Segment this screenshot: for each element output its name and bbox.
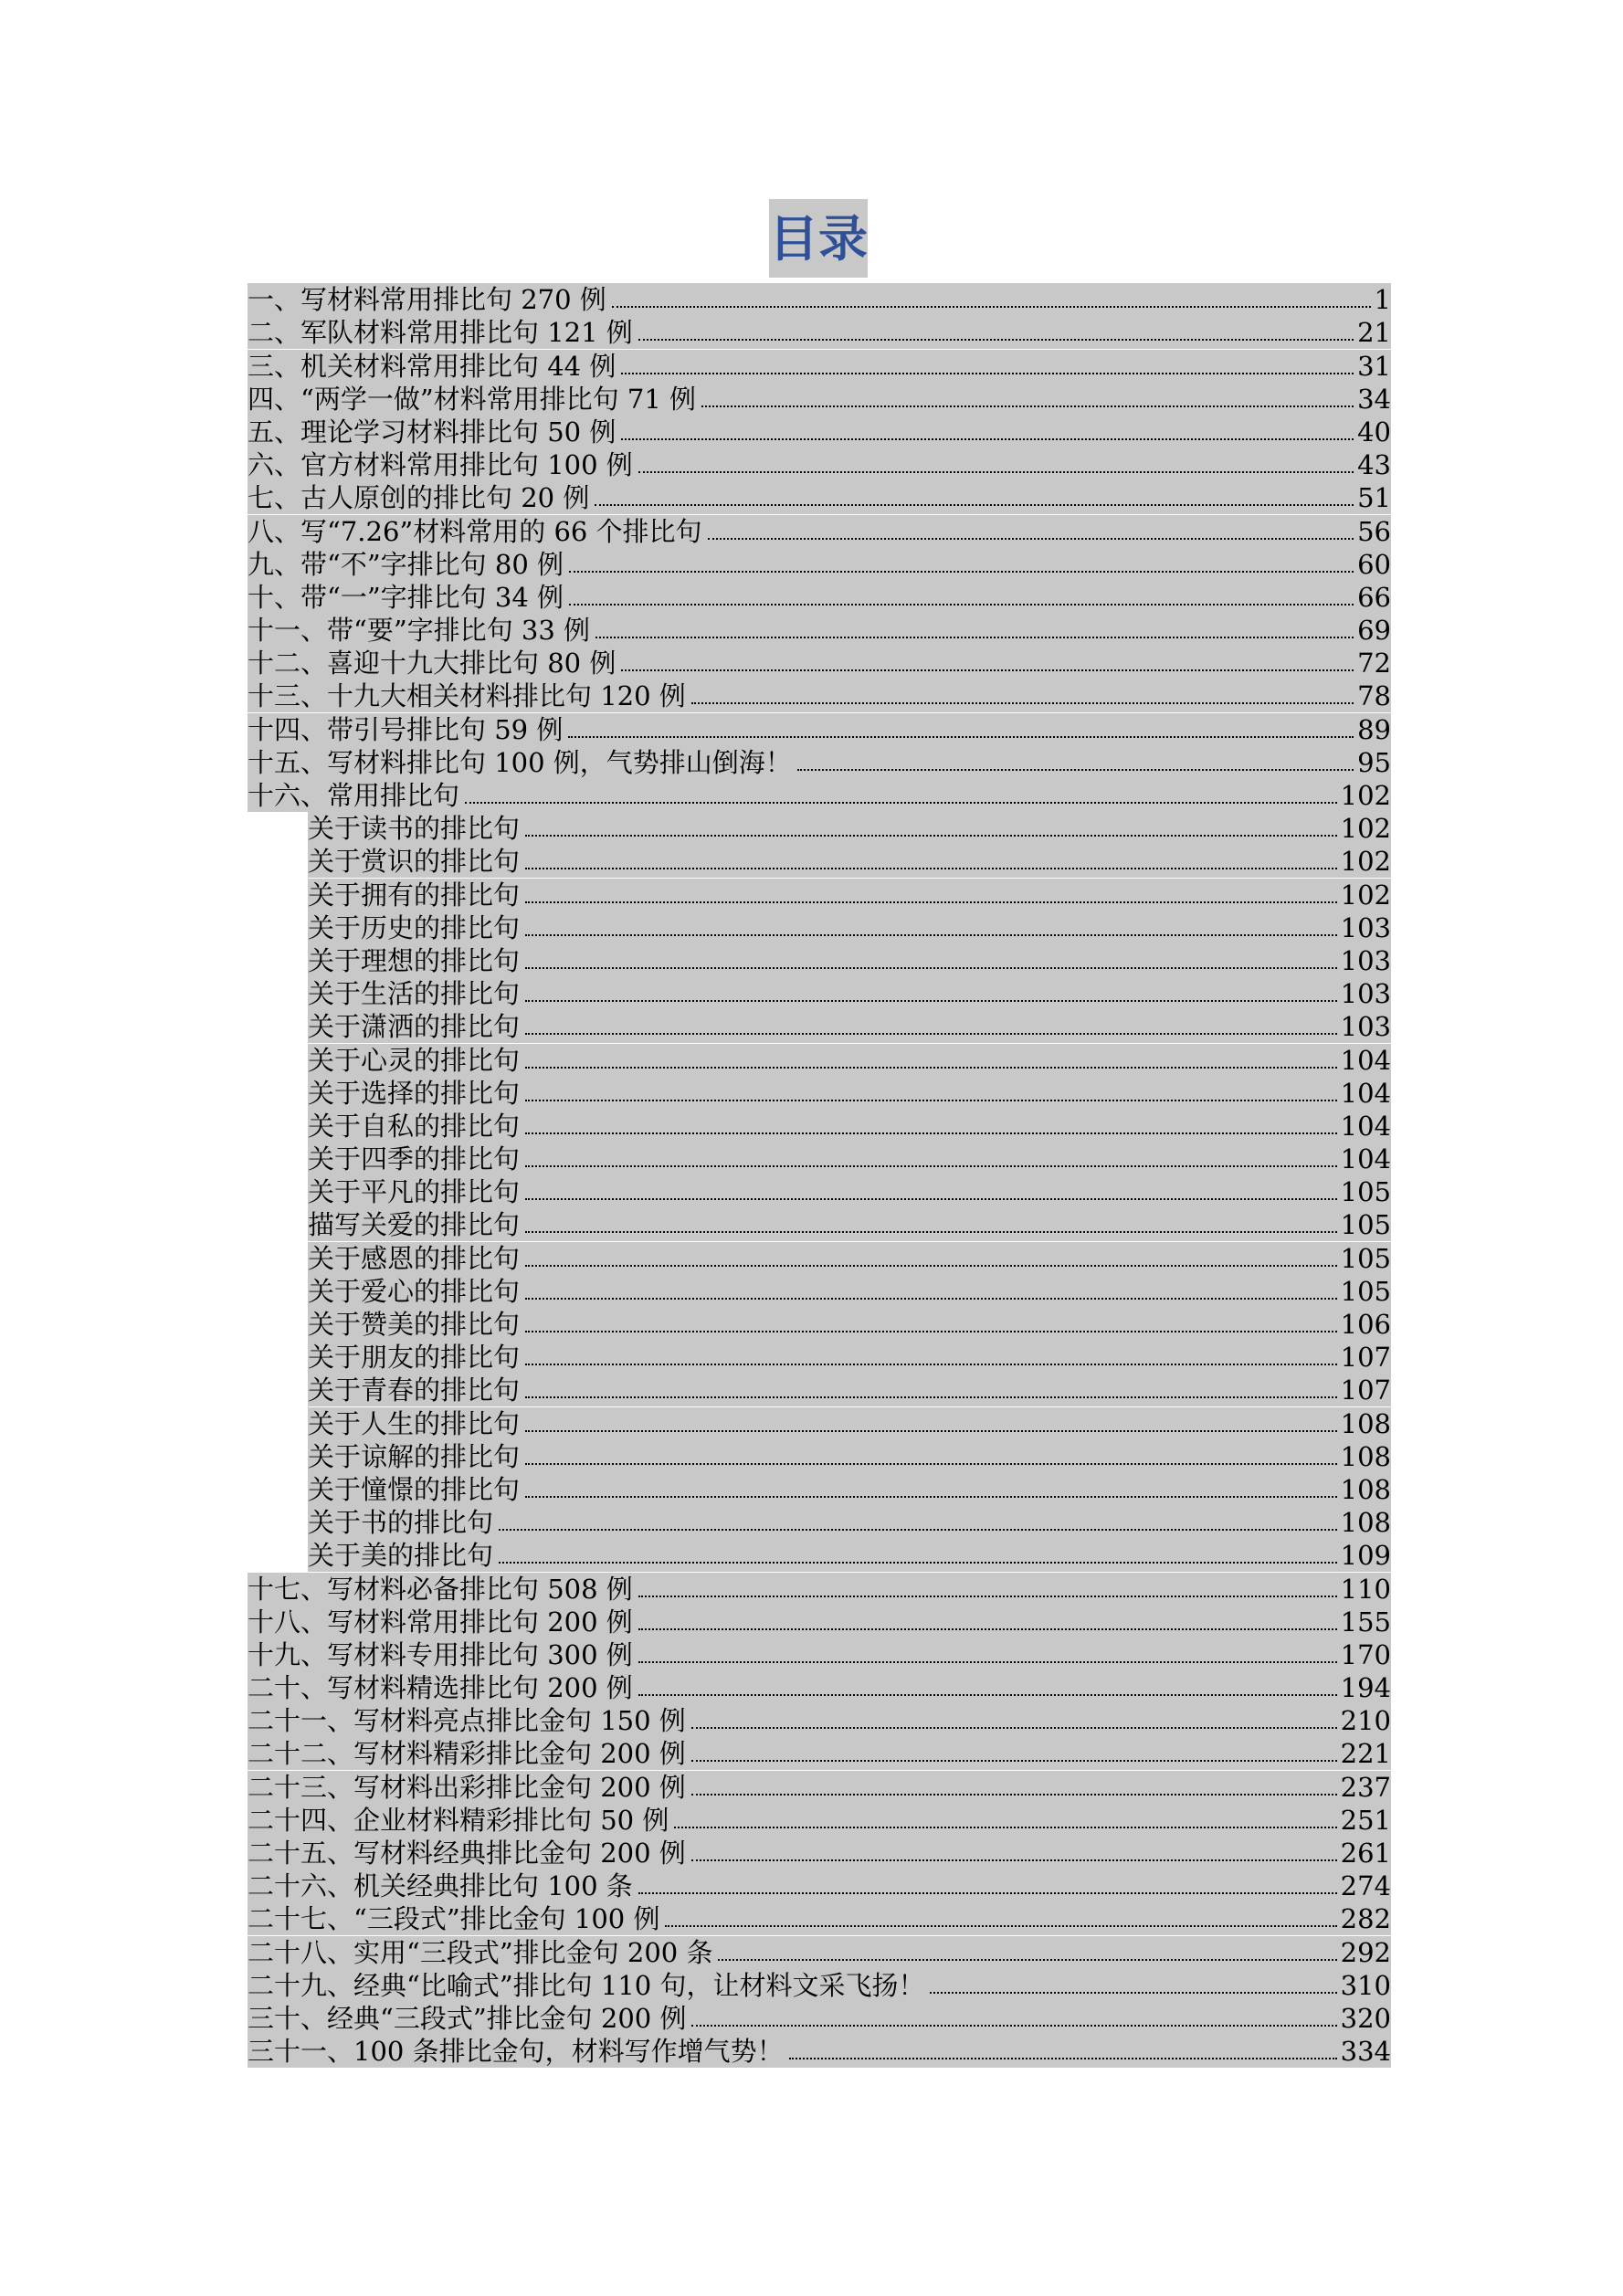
toc-entry-page-number: 261	[1340, 1838, 1391, 1869]
toc-entry-label: 三、机关材料常用排比句 44 例	[248, 350, 617, 382]
toc-entry-page-number: 155	[1340, 1606, 1391, 1638]
toc-subentry[interactable]	[248, 1043, 1391, 1076]
toc-subentry[interactable]	[248, 1539, 1391, 1572]
toc-entry-label: 六、官方材料常用排比句 100 例	[248, 449, 633, 481]
toc-entry-label: 关于潇洒的排比句	[308, 1011, 521, 1043]
toc-subentry[interactable]	[248, 1208, 1391, 1241]
toc-entry-page-number: 274	[1340, 1870, 1391, 1902]
toc-entry-page-number: 105	[1340, 1275, 1391, 1307]
toc-entry-label: 关于书的排比句	[308, 1507, 494, 1539]
toc-entry-label: 描写关爱的排比句	[308, 1209, 521, 1241]
toc-entry-page-number: 60	[1357, 548, 1391, 580]
dot-leader	[523, 1440, 1339, 1473]
toc-entry-page-number: 237	[1340, 1771, 1391, 1803]
toc-entry-page-number: 104	[1340, 1143, 1391, 1175]
toc-entry-label: 八、写“7.26”材料常用的 66 个排比句	[248, 515, 702, 547]
toc-entry-page-number: 109	[1340, 1540, 1391, 1572]
toc-entry-label: 关于自私的排比句	[308, 1110, 521, 1142]
toc-entry-label: 十一、带“要”字排比句 33 例	[248, 615, 590, 647]
dot-leader	[928, 1969, 1338, 2002]
toc-entry-highlight	[248, 515, 1391, 548]
toc-entry-page-number: 1	[1374, 284, 1391, 316]
toc-entry-highlight	[248, 316, 1391, 349]
toc-entry-highlight	[308, 812, 1391, 845]
dot-leader	[619, 350, 1355, 383]
toc-entry-page-number: 108	[1340, 1407, 1391, 1439]
toc-entry-page-number: 334	[1340, 2036, 1391, 2068]
dot-leader	[523, 1242, 1339, 1275]
dot-leader	[523, 977, 1339, 1010]
toc-title: 目录	[769, 199, 868, 278]
toc-entry[interactable]	[248, 448, 1391, 481]
toc-entry-label: 十九、写材料专用排比句 300 例	[248, 1638, 633, 1670]
toc-entry-page-number: 251	[1340, 1804, 1391, 1836]
table-of-contents	[248, 283, 1391, 2068]
dot-leader	[690, 1737, 1339, 1770]
toc-subentry[interactable]	[248, 1374, 1391, 1406]
toc-entry-highlight	[248, 2035, 1391, 2068]
toc-entry-page-number: 105	[1340, 1176, 1391, 1208]
dot-leader	[523, 1275, 1339, 1308]
toc-entry-highlight	[308, 1143, 1391, 1175]
toc-entry[interactable]	[248, 1837, 1391, 1869]
toc-subentry[interactable]	[248, 1440, 1391, 1473]
toc-entry[interactable]	[248, 383, 1391, 416]
toc-entry-highlight	[308, 1077, 1391, 1110]
toc-entry-highlight	[308, 1407, 1391, 1440]
toc-entry-highlight	[308, 977, 1391, 1010]
dot-leader	[523, 1374, 1339, 1406]
toc-entry-label: 关于朋友的排比句	[308, 1342, 521, 1374]
toc-entry-label: 十、带“一”字排比句 34 例	[248, 581, 564, 613]
toc-entry-page-number: 95	[1357, 746, 1391, 778]
dot-leader	[497, 1506, 1339, 1539]
toc-entry-highlight	[248, 581, 1391, 614]
dot-leader	[637, 1869, 1339, 1902]
toc-entry-page-number: 102	[1340, 879, 1391, 911]
toc-subentry[interactable]	[248, 1473, 1391, 1506]
toc-entry-highlight	[248, 350, 1391, 383]
toc-entry-label: 关于理想的排比句	[308, 944, 521, 976]
toc-entry-page-number: 104	[1340, 1077, 1391, 1109]
toc-entry-highlight	[308, 1440, 1391, 1473]
dot-leader	[523, 1010, 1339, 1043]
toc-entry[interactable]	[248, 416, 1391, 448]
toc-entry-page-number: 221	[1340, 1738, 1391, 1770]
toc-entry-highlight	[308, 1110, 1391, 1143]
toc-entry-label: 五、理论学习材料排比句 50 例	[248, 416, 617, 448]
toc-entry-page-number: 102	[1340, 846, 1391, 878]
toc-entry-highlight	[308, 944, 1391, 977]
toc-entry[interactable]	[248, 2035, 1391, 2068]
dot-leader	[690, 1771, 1339, 1804]
dot-leader	[567, 581, 1355, 614]
toc-entry-highlight	[248, 1969, 1391, 2002]
toc-entry-label: 关于平凡的排比句	[308, 1176, 521, 1208]
toc-entry-label: 关于四季的排比句	[308, 1143, 521, 1175]
toc-entry-highlight	[248, 283, 1391, 316]
toc-entry-page-number: 108	[1340, 1507, 1391, 1539]
toc-entry-page-number: 103	[1340, 944, 1391, 976]
dot-leader	[593, 481, 1355, 514]
toc-entry-page-number: 103	[1340, 1011, 1391, 1043]
toc-subentry[interactable]	[248, 1406, 1391, 1439]
toc-entry-label: 十五、写材料排比句 100 例，气势排山倒海！	[248, 746, 792, 778]
toc-entry[interactable]	[248, 1969, 1391, 2002]
toc-entry[interactable]	[248, 1737, 1391, 1770]
dot-leader	[637, 448, 1355, 481]
toc-entry-page-number: 43	[1357, 449, 1391, 481]
toc-entry-label: 二、军队材料常用排比句 121 例	[248, 317, 633, 349]
toc-entry-label: 关于憧憬的排比句	[308, 1473, 521, 1505]
toc-entry-page-number: 108	[1340, 1440, 1391, 1472]
dot-leader	[523, 911, 1339, 944]
toc-subentry[interactable]	[248, 911, 1391, 944]
dot-leader	[463, 779, 1339, 812]
toc-entry-highlight	[248, 1737, 1391, 1770]
toc-entry-page-number: 78	[1357, 680, 1391, 712]
toc-entry[interactable]	[248, 679, 1391, 712]
toc-entry-highlight	[248, 548, 1391, 581]
dot-leader	[523, 1341, 1339, 1374]
dot-leader	[619, 416, 1355, 448]
toc-subentry[interactable]	[248, 1110, 1391, 1143]
toc-entry-highlight	[248, 679, 1391, 712]
toc-entry-page-number: 170	[1340, 1638, 1391, 1670]
toc-entry-label: 关于美的排比句	[308, 1540, 494, 1572]
toc-entry-label: 十四、带引号排比句 59 例	[248, 713, 564, 745]
toc-entry-highlight	[308, 911, 1391, 944]
dot-leader	[663, 1902, 1338, 1935]
toc-entry[interactable]	[248, 614, 1391, 647]
toc-entry-label: 关于赞美的排比句	[308, 1309, 521, 1340]
toc-entry-page-number: 21	[1357, 317, 1391, 349]
toc-entry-page-number: 107	[1340, 1374, 1391, 1406]
toc-entry-highlight	[248, 647, 1391, 679]
toc-subentry[interactable]	[248, 845, 1391, 878]
toc-entry-label: 二十四、企业材料精彩排比句 50 例	[248, 1804, 669, 1836]
toc-entry-page-number: 104	[1340, 1110, 1391, 1142]
toc-entry[interactable]	[248, 746, 1391, 779]
toc-entry-label: 七、古人原创的排比句 20 例	[248, 482, 590, 514]
toc-entry-highlight	[308, 1208, 1391, 1241]
toc-entry-label: 二十一、写材料亮点排比金句 150 例	[248, 1705, 686, 1737]
toc-entry-page-number: 51	[1357, 482, 1391, 514]
dot-leader	[690, 679, 1355, 712]
toc-entry-label: 二十六、机关经典排比句 100 条	[248, 1870, 633, 1902]
toc-entry-page-number: 66	[1357, 581, 1391, 613]
toc-entry-label: 十六、常用排比句	[248, 780, 460, 811]
toc-entry-label: 二十九、经典“比喻式”排比句 110 句，让材料文采飞扬！	[248, 1969, 925, 2001]
dot-leader	[497, 1539, 1339, 1572]
toc-entry-page-number: 210	[1340, 1705, 1391, 1737]
toc-entry-label: 关于青春的排比句	[308, 1374, 521, 1406]
toc-entry-highlight	[248, 1771, 1391, 1804]
toc-entry-page-number: 310	[1340, 1969, 1391, 2001]
toc-subentry[interactable]	[248, 944, 1391, 977]
toc-entry-label: 三十一、100 条排比金句，材料写作增气势！	[248, 2036, 784, 2068]
toc-entry-page-number: 105	[1340, 1242, 1391, 1274]
toc-entry-label: 关于人生的排比句	[308, 1407, 521, 1439]
dot-leader	[523, 1208, 1339, 1241]
toc-subentry[interactable]	[248, 1506, 1391, 1539]
toc-entry[interactable]	[248, 349, 1391, 382]
toc-entry[interactable]	[248, 1770, 1391, 1803]
toc-entry-highlight	[248, 1837, 1391, 1869]
toc-subentry[interactable]	[248, 1010, 1391, 1043]
toc-entry-page-number: 320	[1340, 2002, 1391, 2034]
toc-entry-highlight	[308, 1175, 1391, 1208]
toc-entry-highlight	[308, 1275, 1391, 1308]
dot-leader	[523, 812, 1339, 845]
toc-entry-page-number: 72	[1357, 648, 1391, 679]
toc-entry-highlight	[248, 1638, 1391, 1671]
dot-leader	[690, 2002, 1338, 2035]
dot-leader	[619, 647, 1355, 679]
dot-leader	[523, 845, 1339, 878]
dot-leader	[523, 1407, 1339, 1440]
toc-entry-page-number: 110	[1340, 1573, 1391, 1605]
toc-subentry[interactable]	[248, 1341, 1391, 1374]
dot-leader	[523, 1473, 1339, 1506]
toc-entry-page-number: 56	[1357, 515, 1391, 547]
toc-entry[interactable]	[248, 1572, 1391, 1605]
toc-entry-highlight	[248, 448, 1391, 481]
toc-entry-page-number: 105	[1340, 1209, 1391, 1241]
toc-entry-page-number: 106	[1340, 1309, 1391, 1340]
toc-entry-highlight	[248, 614, 1391, 647]
dot-leader	[523, 1175, 1339, 1208]
dot-leader	[523, 1077, 1339, 1110]
toc-entry[interactable]	[248, 548, 1391, 581]
toc-entry-highlight	[248, 1606, 1391, 1638]
toc-entry-highlight	[308, 1506, 1391, 1539]
toc-entry-highlight	[248, 1804, 1391, 1837]
toc-entry-highlight	[248, 1902, 1391, 1935]
toc-entry[interactable]	[248, 1606, 1391, 1638]
toc-entry-page-number: 89	[1357, 713, 1391, 745]
toc-entry-highlight	[248, 481, 1391, 514]
toc-entry[interactable]	[248, 1638, 1391, 1671]
toc-entry-page-number: 292	[1340, 1936, 1391, 1968]
toc-subentry[interactable]	[248, 1308, 1391, 1341]
dot-leader	[610, 283, 1373, 316]
toc-entry[interactable]	[248, 316, 1391, 349]
toc-subentry[interactable]	[248, 1143, 1391, 1175]
toc-entry-highlight	[248, 779, 1391, 812]
toc-entry-highlight	[308, 879, 1391, 911]
dot-leader	[700, 383, 1355, 416]
toc-entry-highlight	[308, 1341, 1391, 1374]
toc-entry-page-number: 69	[1357, 615, 1391, 647]
toc-entry-label: 十八、写材料常用排比句 200 例	[248, 1606, 633, 1638]
toc-entry-highlight	[248, 1869, 1391, 1902]
toc-subentry[interactable]	[248, 1077, 1391, 1110]
dot-leader	[637, 316, 1355, 349]
toc-subentry[interactable]	[248, 1241, 1391, 1274]
toc-entry-highlight	[308, 1308, 1391, 1341]
toc-entry-label: 九、带“不”字排比句 80 例	[248, 548, 564, 580]
toc-entry-label: 二十二、写材料精彩排比金句 200 例	[248, 1738, 686, 1770]
toc-entry-label: 四、“两学一做”材料常用排比句 71 例	[248, 383, 696, 415]
toc-entry-label: 关于谅解的排比句	[308, 1440, 521, 1472]
toc-entry[interactable]	[248, 1671, 1391, 1704]
toc-entry-highlight	[248, 1671, 1391, 1704]
toc-entry-label: 十三、十九大相关材料排比句 120 例	[248, 680, 686, 712]
toc-entry-page-number: 103	[1340, 978, 1391, 1010]
toc-entry-page-number: 34	[1357, 383, 1391, 415]
toc-entry-highlight	[308, 845, 1391, 878]
dot-leader	[672, 1804, 1338, 1837]
toc-entry[interactable]	[248, 647, 1391, 679]
toc-entry-highlight	[248, 713, 1391, 746]
toc-entry-page-number: 108	[1340, 1473, 1391, 1505]
toc-entry-highlight	[308, 1044, 1391, 1077]
toc-entry-highlight	[248, 1704, 1391, 1737]
toc-entry-label: 关于选择的排比句	[308, 1077, 521, 1109]
dot-leader	[787, 2035, 1339, 2068]
toc-entry-highlight	[248, 1936, 1391, 1969]
toc-entry-highlight	[248, 1573, 1391, 1606]
toc-entry[interactable]	[248, 283, 1391, 316]
toc-entry-label: 二十七、“三段式”排比金句 100 例	[248, 1903, 660, 1935]
toc-entry[interactable]	[248, 2002, 1391, 2035]
dot-leader	[523, 879, 1339, 911]
toc-entry-highlight	[248, 416, 1391, 448]
toc-entry[interactable]	[248, 1869, 1391, 1902]
toc-subentry[interactable]	[248, 1275, 1391, 1308]
toc-entry-highlight	[248, 383, 1391, 416]
toc-subentry[interactable]	[248, 1175, 1391, 1208]
dot-leader	[523, 1110, 1339, 1143]
toc-entry-label: 关于赏识的排比句	[308, 846, 521, 878]
toc-entry-label: 关于读书的排比句	[308, 813, 521, 845]
dot-leader	[637, 1671, 1339, 1704]
toc-entry-page-number: 282	[1340, 1903, 1391, 1935]
toc-entry[interactable]	[248, 712, 1391, 745]
toc-entry-highlight	[248, 2002, 1391, 2035]
dot-leader	[594, 614, 1355, 647]
toc-entry[interactable]	[248, 1804, 1391, 1837]
toc-entry-page-number: 102	[1340, 780, 1391, 811]
toc-subentry[interactable]	[248, 878, 1391, 911]
toc-entry-label: 一、写材料常用排比句 270 例	[248, 284, 606, 316]
toc-entry-page-number: 40	[1357, 416, 1391, 448]
toc-entry[interactable]	[248, 481, 1391, 514]
toc-entry-page-number: 104	[1340, 1044, 1391, 1076]
toc-entry-label: 关于历史的排比句	[308, 911, 521, 943]
toc-entry-page-number: 102	[1340, 813, 1391, 845]
toc-entry-highlight	[308, 1242, 1391, 1275]
toc-entry-label: 关于感恩的排比句	[308, 1242, 521, 1274]
toc-subentry[interactable]	[248, 977, 1391, 1010]
toc-entry-highlight	[308, 1374, 1391, 1406]
toc-entry-label: 二十、写材料精选排比句 200 例	[248, 1672, 633, 1704]
toc-entry-label: 关于心灵的排比句	[308, 1044, 521, 1076]
toc-entry[interactable]	[248, 1704, 1391, 1737]
toc-entry-label: 二十八、实用“三段式”排比金句 200 条	[248, 1936, 713, 1968]
toc-entry-label: 十二、喜迎十九大排比句 80 例	[248, 648, 617, 679]
toc-entry-highlight	[308, 1010, 1391, 1043]
toc-entry-label: 关于拥有的排比句	[308, 879, 521, 911]
toc-entry[interactable]	[248, 581, 1391, 614]
dot-leader	[566, 713, 1355, 746]
toc-entry-highlight	[248, 746, 1391, 779]
toc-entry-label: 关于爱心的排比句	[308, 1275, 521, 1307]
dot-leader	[567, 548, 1355, 581]
toc-entry-label: 二十五、写材料经典排比金句 200 例	[248, 1838, 686, 1869]
dot-leader	[523, 944, 1339, 977]
dot-leader	[690, 1704, 1339, 1737]
dot-leader	[523, 1044, 1339, 1077]
toc-entry[interactable]	[248, 514, 1391, 547]
toc-entry-label: 三十、经典“三段式”排比金句 200 例	[248, 2002, 687, 2034]
toc-entry-label: 关于生活的排比句	[308, 978, 521, 1010]
dot-leader	[690, 1837, 1339, 1869]
dot-leader	[716, 1936, 1338, 1969]
dot-leader	[523, 1308, 1339, 1341]
toc-entry-page-number: 107	[1340, 1342, 1391, 1374]
toc-entry[interactable]	[248, 779, 1391, 812]
toc-subentry[interactable]	[248, 812, 1391, 845]
toc-entry-page-number: 194	[1340, 1672, 1391, 1704]
dot-leader	[637, 1606, 1339, 1638]
toc-entry[interactable]	[248, 1902, 1391, 1935]
toc-entry-highlight	[308, 1539, 1391, 1572]
dot-leader	[637, 1638, 1339, 1671]
toc-entry[interactable]	[248, 1935, 1391, 1968]
toc-entry-label: 二十三、写材料出彩排比金句 200 例	[248, 1771, 686, 1803]
dot-leader	[796, 746, 1355, 779]
toc-entry-highlight	[308, 1473, 1391, 1506]
toc-entry-label: 十七、写材料必备排比句 508 例	[248, 1573, 633, 1605]
toc-entry-page-number: 103	[1340, 911, 1391, 943]
dot-leader	[523, 1143, 1339, 1175]
toc-entry-page-number: 31	[1357, 350, 1391, 382]
dot-leader	[706, 515, 1356, 548]
dot-leader	[637, 1573, 1339, 1606]
